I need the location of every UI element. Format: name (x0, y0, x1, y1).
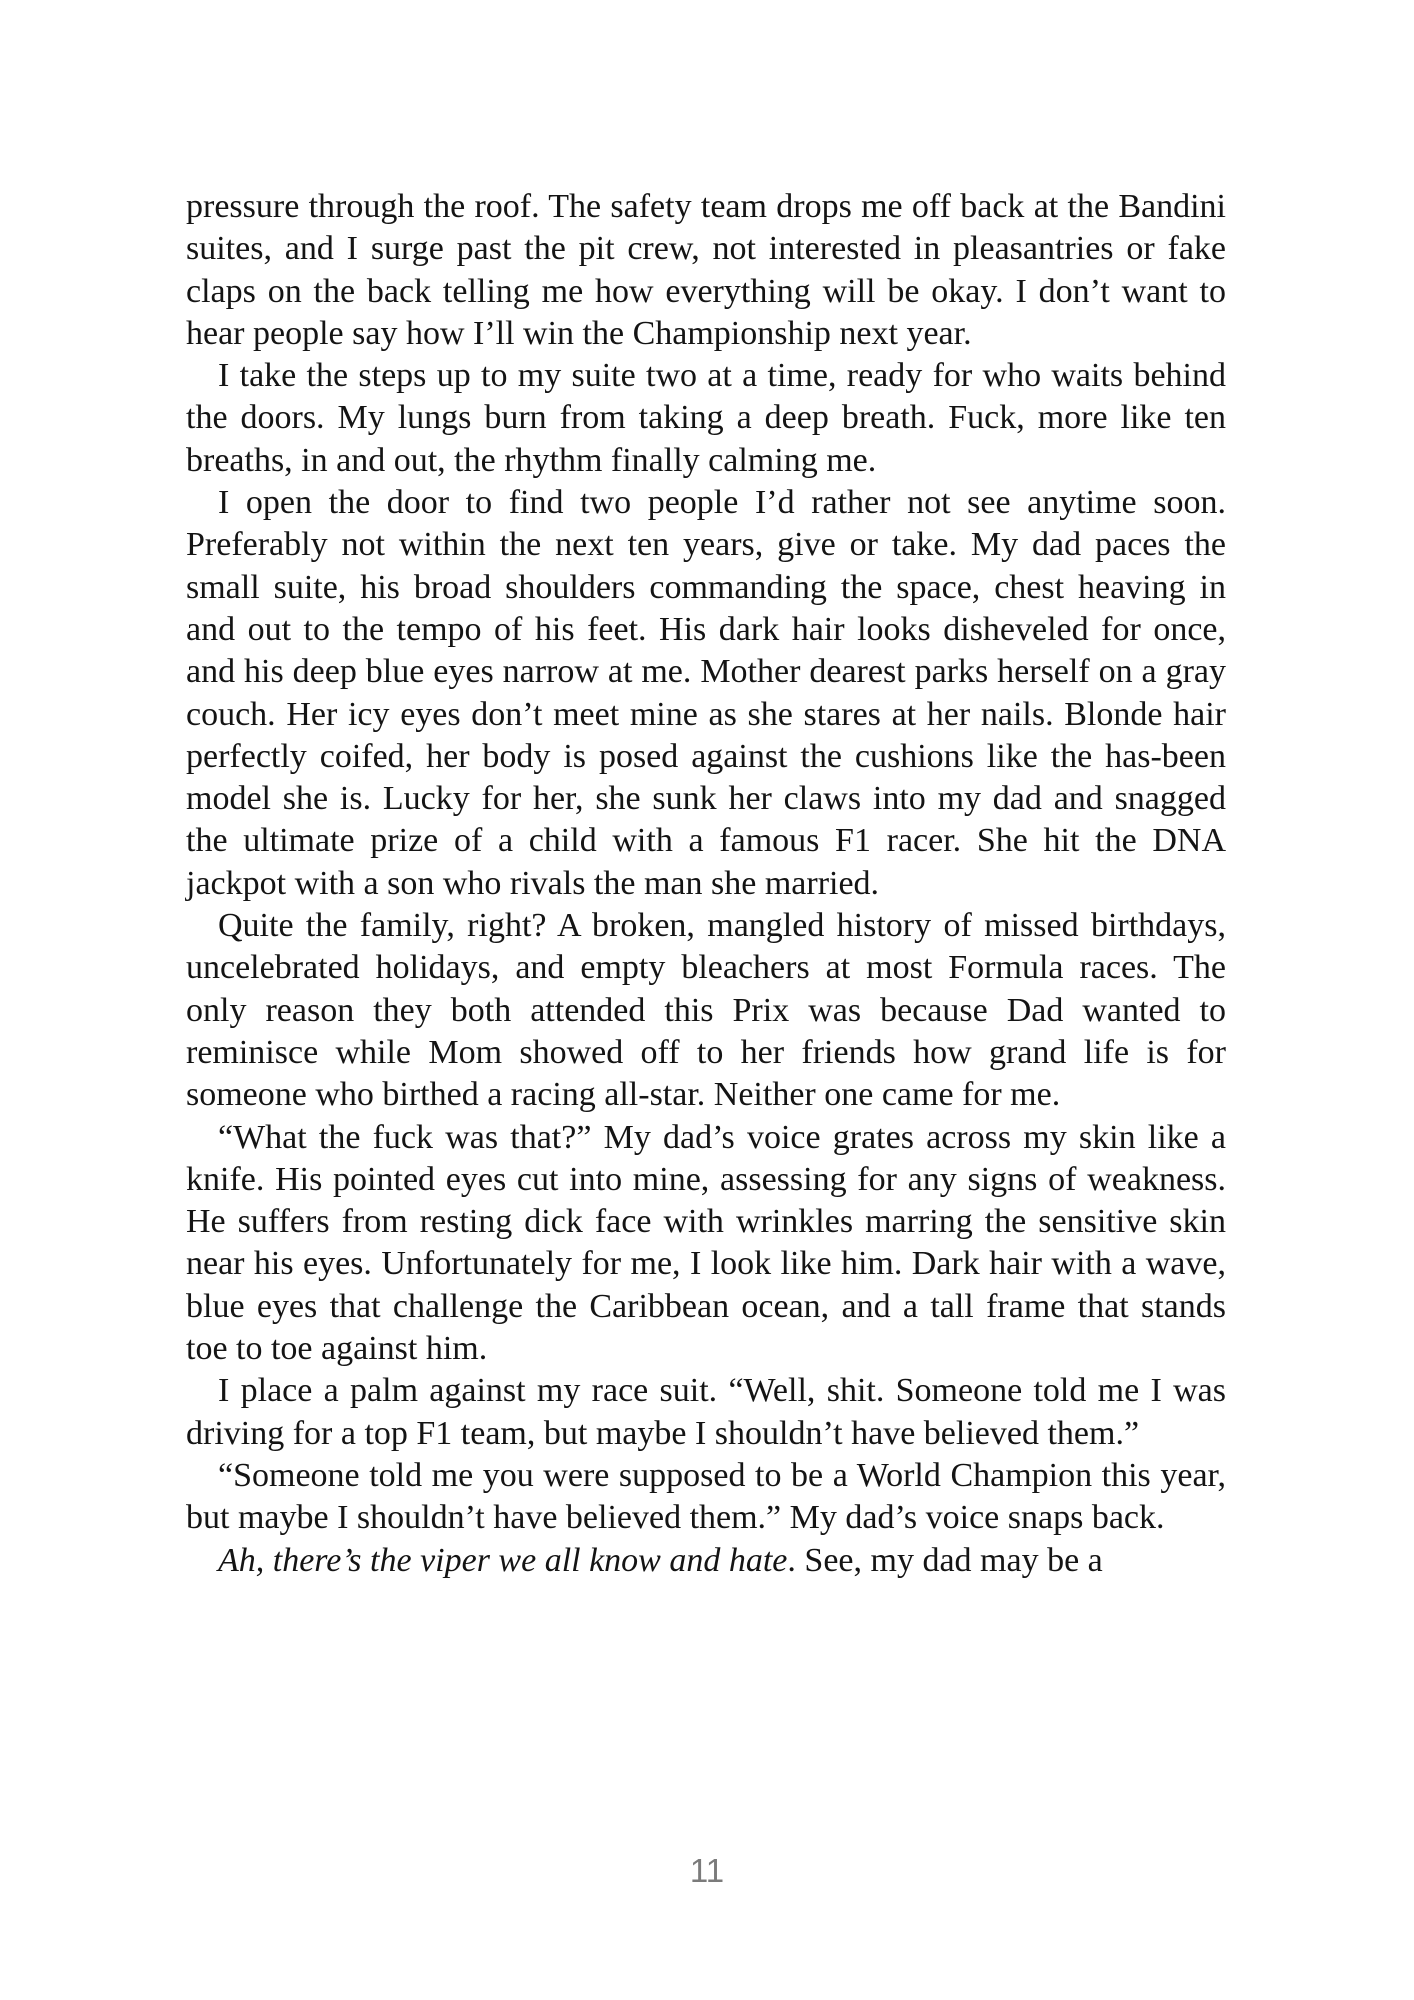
paragraph: I open the door to find two people I’d rather not see anytime soon. Preferably not within the next ten years, give or take. My dad paces the small suite, his broad shoulders commanding the space, chest heaving in and out to the tempo of his feet. His dark hair looks disheveled for once, and his deep blue eyes narrow at me. Mother dearest parks herself on a gray couch. Her icy eyes don’t meet mine as she stares at her nails. Blonde hair perfectly coifed, her body is posed against the cushions like the has-been model she is. Lucky for her, she sunk her claws into my dad and snagged the ultimate prize of a child with a famous F1 racer. She hit the DNA jackpot with a son who rivals the man she married. (186, 484, 1226, 902)
paragraph: Quite the family, right? A broken, mangled history of missed birthdays, uncelebrated holidays, and empty bleachers at most Formula races. The only reason they both attended this Prix was because Dad wanted to reminisce while Mom showed off to her friends how grand life is for someone who birthed a racing all-star. Neither one came for me. (186, 907, 1226, 1114)
italic-phrase: Ah, there’s the viper we all know and hate (218, 1541, 788, 1579)
paragraph: I take the steps up to my suite two at a time, ready for who waits behind the doors. My lungs burn from taking a deep breath. Fuck, more like ten breaths, in and out, the rhythm finally calming me. (186, 357, 1226, 479)
paragraph: I place a palm against my race suit. “Well, shit. Someone told me I was driving for a top F1 team, but maybe I shouldn’t have believed them.” (186, 1372, 1226, 1452)
body-text (186, 186, 1226, 1582)
paragraph (186, 1540, 1226, 1582)
page-number: 11 (689, 1852, 725, 1889)
paragraph-text: . See, my dad may be a (787, 1541, 1103, 1579)
paragraph: “Someone told me you were supposed to be a World Champion this year, but maybe I shouldn’t have believed them.” My dad’s voice snaps back. (186, 1456, 1226, 1537)
paragraph: pressure through the roof. The safety team drops me off back at the Bandini suites, and I surge past the pit crew, not interested in pleasantries or fake claps on the back telling me how everything will be okay. I don’t want to hear people say how I’ll win the Championship next year. (186, 188, 1226, 352)
paragraph: “What the fuck was that?” My dad’s voice grates across my skin like a knife. His pointed eyes cut into mine, assessing for any signs of weakness. He suffers from resting dick face with wrinkles marring the sensitive skin near his eyes. Unfortunately for me, I look like him. Dark hair with a wave, blue eyes that challenge the Caribbean ocean, and a tall frame that stands toe to toe against him. (186, 1118, 1226, 1368)
